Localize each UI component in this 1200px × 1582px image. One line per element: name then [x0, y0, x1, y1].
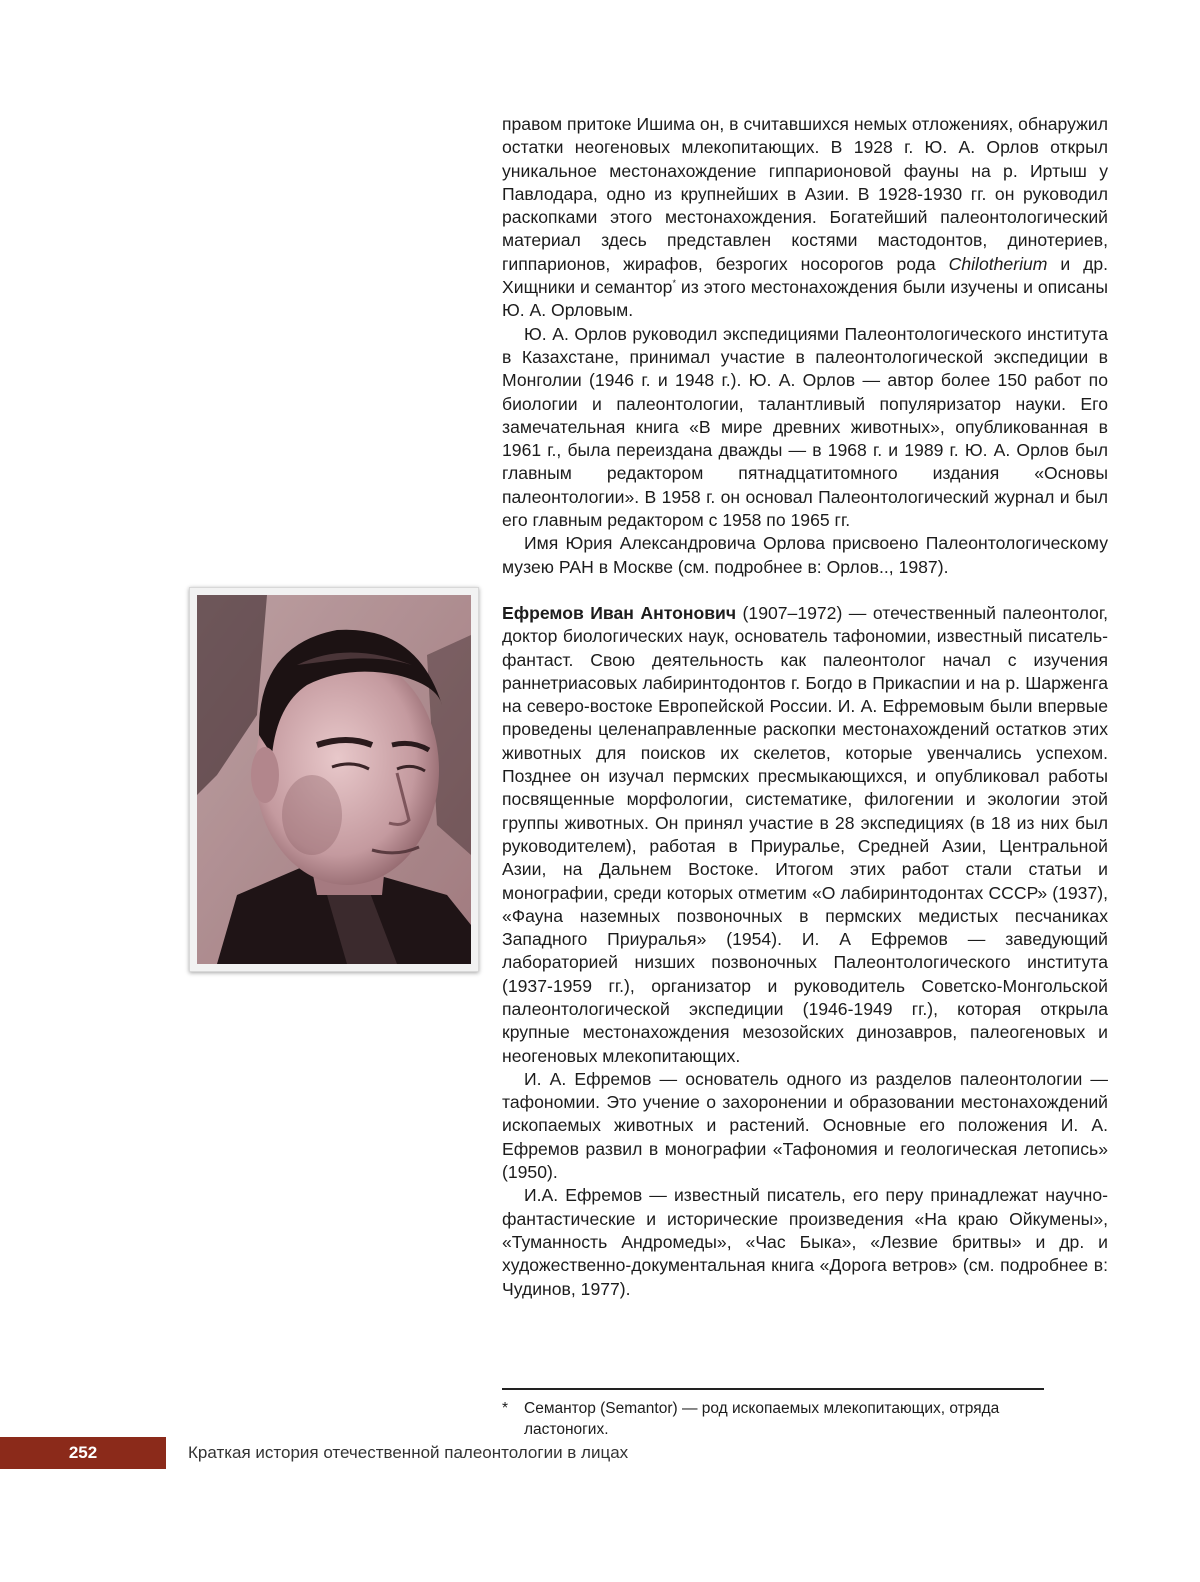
portrait-illustration — [197, 595, 471, 964]
footnote-divider — [502, 1388, 1044, 1390]
footnote-text: Семантор (Semantor) — род ископаемых млекопитающих, отряда ластоногих. — [524, 1400, 1000, 1438]
paragraph-orlov-2: Ю. А. Орлов руководил экспедициями Палеонтологического института в Казахстане, принимал участие в палеонтологической экспедиции в Монголии (1946 г. и 1948 г.). Ю. А. Орлов — автор более 150 работ по биологии и палеонтологии, талантливый популяризатор науки. Его замечательная книга «В мире древних животных», опубликованная в 1961 г., была переиздана дважды — в 1968 г. и 1989 г. Ю. А. Орлов был главным редактором пятнадцатитомного издания «Основы палеонтологии». В 1958 г. он основал Палеонтологический журнал и был его главным редактором с 1958 по 1965 гг. — [502, 323, 1108, 531]
paragraph-orlov-1: правом притоке Ишима он, в считавшихся немых отложениях, обнаружил остатки неогеновых млекопитающих. В 1928 г. Ю. А. Орлов открыл уникальное местонахождение гиппарионовой фауны на р. Иртыш у Павлодара, одно из крупнейших в Азии. В 1928-1930 гг. он руководил раскопками этого местонахождения. Богатейший палеонтологический материал здесь представлен костями мастодонтов, динотериев, гиппарионов, жирафов, безрогих носорогов рода Chilotherium и др. Хищники и семантор* из этого местонахождения были изучены и описаны Ю. А. Орловым. — [502, 114, 1109, 321]
running-footer-title: Краткая история отечественной палеонтологии в лицах — [188, 1443, 629, 1462]
footnote — [502, 1398, 1062, 1440]
paragraph-efremov-3: И.А. Ефремов — известный писатель, его перу принадлежат научно-фантастические и исторические произведения «На краю Ойкумены», «Туманность Андромеды», «Час Быка», «Лезвие бритвы» и др. и художественно-документальная книга «Дорога ветров» (см. подробнее в: Чудинов, 1977). — [502, 1185, 1108, 1299]
paragraph-orlov-3: Имя Юрия Александровича Орлова присвоено Палеонтологическому музею РАН в Москве (см. подробнее в: Орлов.., 1987). — [502, 533, 1108, 577]
genus-name: Chilotherium — [948, 253, 1048, 274]
portrait-frame — [189, 587, 479, 972]
footnote-marker: * — [672, 278, 676, 289]
person-name-efremov: Ефремов Иван Антонович — [502, 602, 737, 623]
page-number: 252 — [68, 1443, 98, 1462]
paragraph-efremov-2: И. А. Ефремов — основатель одного из разделов палеонтологии — тафономии. Это учение о захоронении и образовании местонахождений ископаемых животных и растений. Основные его положения И. А. Ефремов развил в монографии «Тафономия и геологическая летопись» (1950). — [502, 1068, 1108, 1183]
portrait-photo-icon — [197, 595, 471, 964]
paragraph-efremov-1: Ефремов Иван Антонович (1907–1972) — отечественный палеонтолог, доктор биологических наук, основатель тафономии, известный писатель-фантаст. Свою деятельность как палеонтолог начал с изучения раннетриасовых лабиринтодонтов г. Богдо в Прикаспии и на р. Шарженга на северо-востоке Европейской России. И. А. Ефремовым были впервые проведены целенаправленные раскопки местонахождений остатков этих животных для поисков их скелетов, которые увенчались успехом. Позднее он изучал пермских пресмыкающихся, и опубликовал работы посвященные морфологии, систематике, филогении и экологии этой группы животных. Он принял участие в 28 экспедициях (в 18 из них был руководителем), работая в Приуралье, Средней Азии, Центральной Азии, на Дальнем Востоке. Итогом этих работ стали статьи и монографии, среди которых отметим «О лабиринтодонтах СССР» (1937), «Фауна наземных позвоночных в пермских медистых песчаниках Западного Приуралья» (1954). И. А Ефремов — заведующий лабораторией низших позвоночных Палеонтологического института (1937-1959 гг.), организатор и руководитель Советско-Монгольской палеонтологической экспедиции (1946-1949 гг.), которая открыла крупные местонахождения мезозойских динозавров, палеогеновых и неогеновых млекопитающих. — [502, 602, 1108, 1066]
footnote-star: * — [502, 1400, 509, 1417]
main-text-column — [502, 113, 1108, 1301]
